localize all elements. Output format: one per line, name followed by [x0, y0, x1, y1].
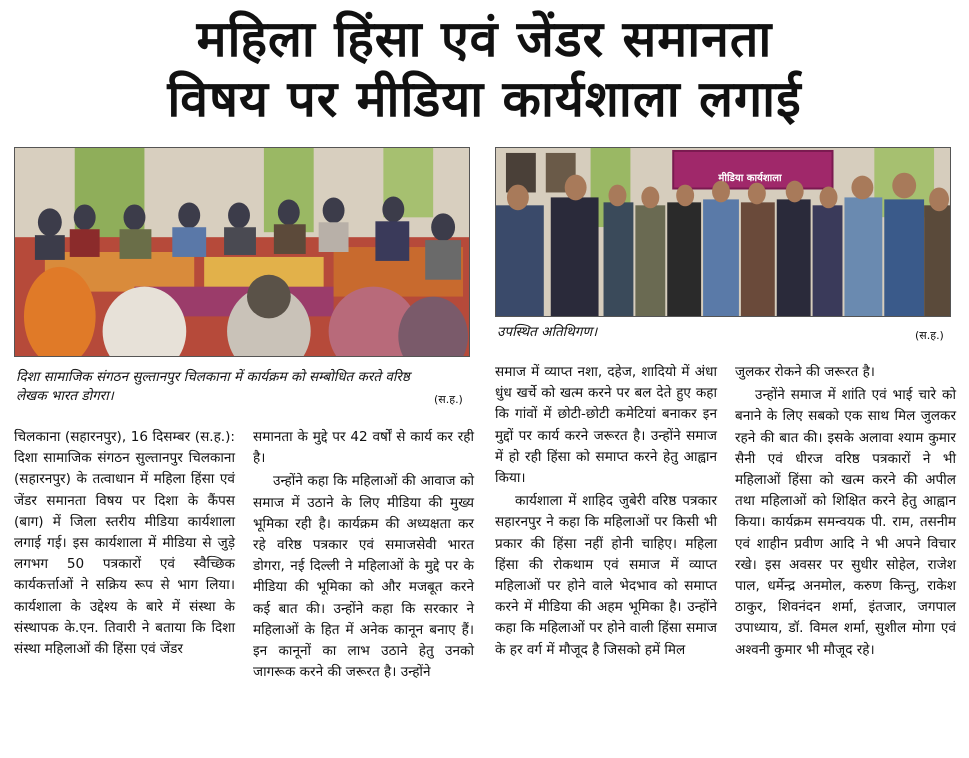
meeting-photo — [14, 147, 470, 357]
article-paragraph: कार्यशाला में शाहिद जुबेरी वरिष्ठ पत्रकार सहारनपुर ने कहा कि महिलाओं पर किसी भी प्रकार की हिंसा नहीं होनी चाहिए। महिला हिंसा की रोकथाम एवं समाज में व्याप्त महिलाओं पर होने वाले भेदभाव को समाप्त करने में मीडिया की अहम भूमिका है। उन्होंने कहा कि महिलाओं पर होने वाली हिंसा समाज के हर वर्ग में मौजूद है जिसको हमें मिल — [495, 493, 717, 658]
article-paragraph: समानता के मुद्दे पर 42 वर्षों से कार्य कर रही है। — [253, 429, 474, 467]
article-column-3 — [495, 362, 717, 661]
right-photo-credit: (स.ह.) — [915, 329, 944, 342]
article-column-2 — [253, 427, 474, 683]
article-column-1 — [14, 427, 235, 660]
headline-line-1: महिला हिंसा एवं जेंडर समानता — [196, 10, 773, 68]
left-photo-credit: (स.ह.) — [434, 393, 463, 406]
banner-text: मीडिया कार्यशाला — [718, 173, 782, 184]
article-paragraph: उन्होंने कहा कि महिलाओं की आवाज को समाज में उठाने के लिए मीडिया की मुख्य भूमिका रही है। कार्यक्रम की अध्यक्षता कर रहे वरिष्ठ पत्रकार एवं समाजसेवी भारत डोगरा, नई दिल्ली ने महिलाओं के मुद्दे पर के मीडिया की भूमिका को और मजबूत करने कई बात की। उन्होंने कहा कि सरकार ने महिलाओं के हित में अनेक कानून बनाए हैं। इन कानूनों का लाभ उठाने हेतु उनको जागरूक करने की जरूरत है। उन्होंने — [253, 473, 474, 681]
right-photo-caption: उपस्थित अतिथिगण। — [497, 324, 598, 340]
article-paragraph: जुलकर रोकने की जरूरत है। — [735, 364, 875, 380]
article-paragraph: चिलकाना (सहारनपुर), 16 दिसम्बर (स.ह.): दिशा सामाजिक संगठन सुल्तानपुर चिलकाना (सहारनपुर) के तत्वाधान में महिला हिंसा एवं जेंडर समानता विषय पर दिशा के कैंपस (बाग) में जिला स्तरीय मीडिया कार्यशाला लगाई गई। इस कार्यशाला में मीडिया से जुड़े लगभग 50 पत्रकारों एवं स्वैच्छिक कार्यकर्त्ताओं ने सक्रिय रूप से भाग लिया। कार्यशाला के उद्देश्य के बारे में संस्था के संस्थापक के.एन. तिवारी ने बताया कि दिशा संस्था महिलाओं की हिंसा एवं जेंडर — [14, 429, 235, 658]
left-photo-caption: दिशा सामाजिक संगठन सुल्तानपुर चिलकाना में कार्यक्रम को सम्बोधित करते वरिष्ठ लेखक भारत डोगरा। — [16, 369, 410, 404]
article-paragraph: उन्होंने समाज में शांति एवं भाई चारे को बनाने के लिए सबको एक साथ मिल जुलकर रहने की बात की। इसके अलावा श्याम कुमार सैनी एवं धीरज वरिष्ठ पत्रकारों ने भी महिलाओं हिंसा को खत्म करने की अपील तथा महिलाओं को शिक्षित करने हेतु आह्वान किया। कार्यक्रम समन्वयक पी. राम, तसनीम एवं शाहीन प्रवीण आदि ने भी अपने विचार रखे। इस अवसर पर सुधीर सोहेल, राजेश पाल, धर्मेन्द्र अनमोल, करुण किन्तु, राकेश ठाकुर, शिवनंदन शर्मा, इंतजार, जगपाल उपाध्याय, डॉ. विमल शर्मा, सुशील मोगा एवं अश्वनी कुमार भी मौजूद रहे। — [735, 387, 956, 658]
article-column-4 — [735, 362, 956, 661]
article-paragraph: समाज में व्याप्त नशा, दहेज, शादियो में अंधा धुंध खर्चे को खत्म करने पर बल देते हुए कहा कि गांवों में छोटी-छोटी कमेटियां बनाकर इन मुद्दों पर कार्य करने जरूरत है। उन्होंने समाज में हो रही हिंसा को समाप्त करने हेतु आह्वान किया। — [495, 364, 717, 487]
headline-line-2: विषय पर मीडिया कार्यशाला लगाई — [167, 70, 802, 128]
